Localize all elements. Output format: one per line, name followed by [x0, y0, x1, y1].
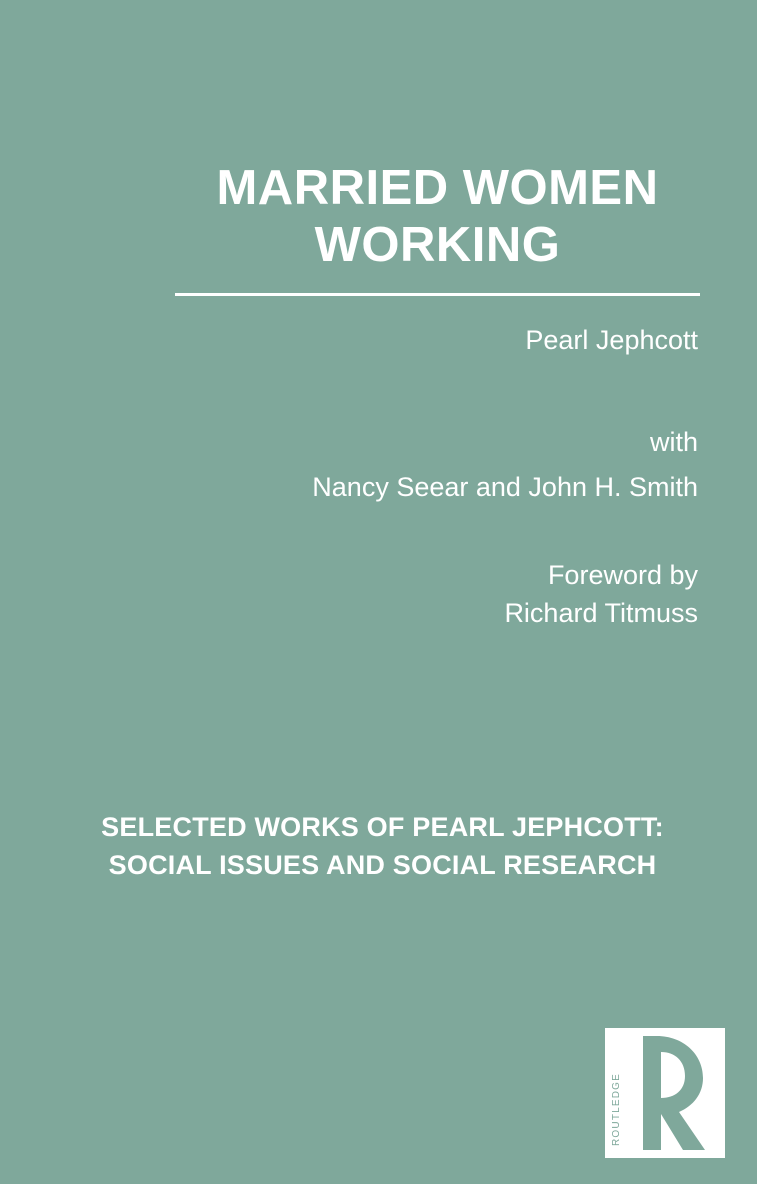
- foreword-credit: [175, 557, 700, 633]
- book-title-line-2: WORKING: [314, 218, 561, 273]
- coauthor-names: Nancy Seear and John H. Smith: [312, 471, 698, 502]
- title-block: [175, 160, 700, 296]
- author-block: [175, 322, 700, 633]
- foreword-line-1: Foreword by: [547, 560, 698, 591]
- book-title: [175, 160, 700, 275]
- routledge-logo-icon: [605, 1028, 725, 1158]
- svg-text:ROUTLEDGE: ROUTLEDGE: [611, 1072, 622, 1146]
- foreword-line-2: Richard Titmuss: [504, 598, 698, 629]
- author-name: Pearl Jephcott: [525, 325, 698, 355]
- series-block: [60, 808, 705, 885]
- title-divider: [175, 293, 700, 296]
- series-line-1: SELECTED WORKS OF PEARL JEPHCOTT:: [101, 812, 664, 842]
- series-line-2: SOCIAL ISSUES AND SOCIAL RESEARCH: [108, 850, 657, 881]
- book-title-line-1: MARRIED WOMEN: [216, 161, 659, 215]
- with-label: with: [649, 427, 698, 458]
